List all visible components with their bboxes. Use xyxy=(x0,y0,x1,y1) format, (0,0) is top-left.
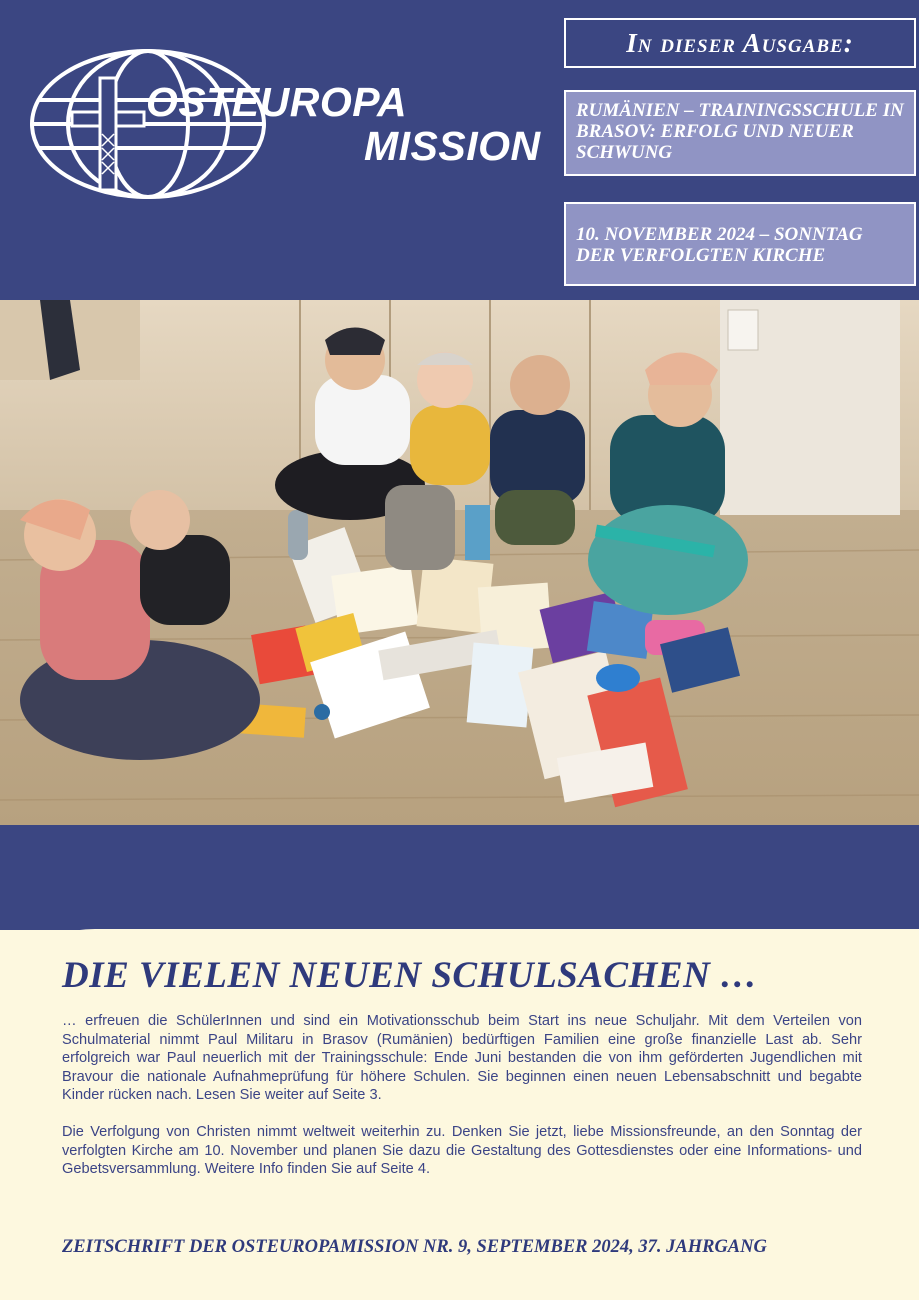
toc-item-persecuted-church[interactable]: 10. NOVEMBER 2024 – SONNTAG DER VERFOLGTEN KIRCHE xyxy=(564,202,916,286)
article-paragraph: Die Verfolgung von Christen nimmt weltweit weiterhin zu. Denken Sie jetzt, liebe Missionsfreunde, an den Sonntag der verfolgten Kirche am 10. November und planen Sie dazu die Gestaltung des Gottesdienstes oder eine Informations- und Gebetsversammlung. Weitere Info finden Sie auf Seite 4. xyxy=(62,1124,862,1177)
masthead xyxy=(0,0,919,300)
osteuropa-mission-logo xyxy=(28,44,548,204)
children-with-school-supplies-photo xyxy=(0,300,919,825)
article-headline: DIE VIELEN NEUEN SCHULSACHEN … xyxy=(62,955,758,996)
issue-heading: In dieser Ausgabe: xyxy=(564,18,916,68)
logo-word-mission: MISSION xyxy=(364,123,541,169)
toc-item-romania[interactable]: RUMÄNIEN – TRAININGSSCHULE IN BRASOV: ERFOLG UND NEUER SCHWUNG xyxy=(564,90,916,176)
cover-photo xyxy=(0,300,919,825)
blue-band xyxy=(0,825,919,930)
article-body xyxy=(62,1012,862,1197)
magazine-footer: ZEITSCHRIFT DER OSTEUROPAMISSION NR. 9, SEPTEMBER 2024, 37. JAHRGANG xyxy=(62,1237,767,1257)
logo-word-osteuropa: OSTEUROPA xyxy=(146,79,408,125)
article-paragraph: … erfreuen die SchülerInnen und sind ein Motivationsschub beim Start ins neue Schuljahr. Mit dem Verteilen von Schulmaterial nimmt Paul Militaru in Brasov (Rumänien) bedürftigen Familien eine große finanzielle Last ab. Sehr erfolgreich war Paul neuerlich mit der Trainingsschule: Ende Juni bestanden die von ihm geförderten Jugendlichen mit Bravour die nationale Aufnahmeprüfung für höhere Schulen. Sie beginnen einen neuen Lebensabschnitt und begabte Kinder rücken nach. Lesen Sie weiter auf Seite 3. xyxy=(62,1013,862,1103)
